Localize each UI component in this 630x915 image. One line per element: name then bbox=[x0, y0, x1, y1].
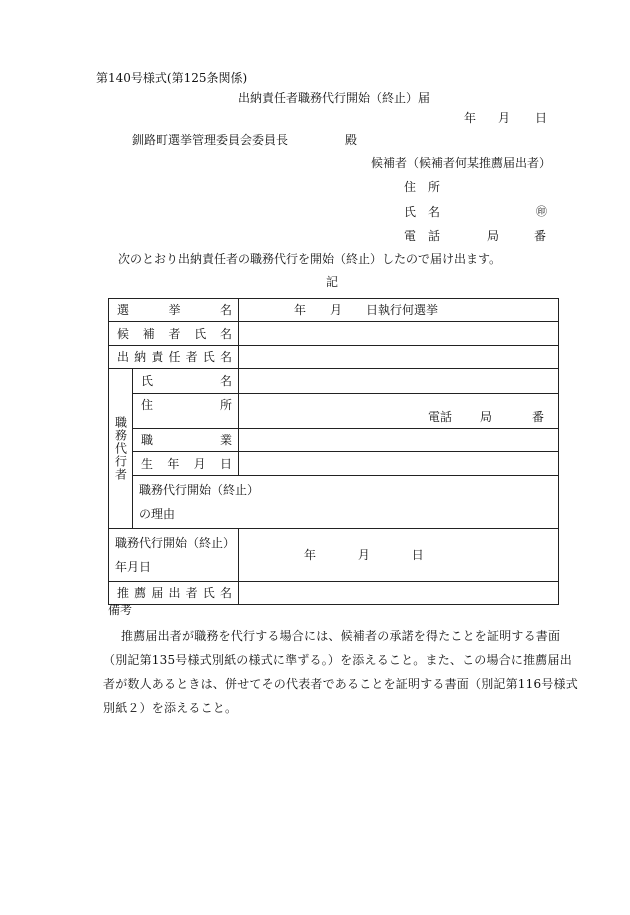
deputy-group-label: 職務代行者 bbox=[113, 416, 128, 481]
label-char: 名 bbox=[219, 350, 232, 364]
label-char: 候 bbox=[117, 326, 130, 341]
date-label-line2: 年月日 bbox=[115, 560, 152, 574]
label-char: 名 bbox=[219, 586, 232, 600]
name-label: 氏 名 bbox=[404, 205, 441, 219]
row-treasurer-name bbox=[109, 346, 559, 369]
row-reason bbox=[109, 476, 559, 529]
row-date bbox=[109, 529, 559, 582]
election-label-cell bbox=[109, 299, 239, 322]
label-char: 補 bbox=[142, 326, 155, 341]
row-deputy-name bbox=[109, 369, 559, 394]
deputy-address-label-cell bbox=[133, 394, 239, 429]
deputy-birth-value-cell[interactable] bbox=[239, 452, 559, 476]
recommender-name-label-cell bbox=[109, 582, 239, 605]
form-number: 第140号様式(第125条関係) bbox=[96, 71, 248, 85]
deputy-address-value-cell[interactable] bbox=[239, 394, 559, 429]
phone-label: 電 話 bbox=[404, 229, 441, 243]
label-char: 業 bbox=[220, 433, 233, 447]
label-char: 任 bbox=[168, 350, 181, 364]
date-day-label: 日 bbox=[535, 111, 548, 125]
deputy-bureau-label: 局 bbox=[479, 410, 492, 424]
label-char: 者 bbox=[185, 350, 198, 364]
deputy-phone-label: 電話 bbox=[427, 410, 452, 424]
label-char: 年 bbox=[167, 456, 180, 471]
label-char: 名 bbox=[220, 326, 233, 341]
row-deputy-address bbox=[109, 394, 559, 429]
date-value-cell[interactable] bbox=[239, 529, 559, 582]
seal-mark: ㊞ bbox=[536, 205, 547, 218]
date-year-label: 年 bbox=[464, 111, 477, 125]
label-char: 責 bbox=[151, 350, 164, 364]
label-char: 所 bbox=[220, 398, 233, 412]
reason-label-line1: 職務代行開始（終止） bbox=[139, 483, 260, 497]
label-char: 出 bbox=[117, 350, 130, 364]
notes-text: 推薦届出者が職務を代行する場合には、候補者の承諾を得たことを証明する書面（別記第135号様式別紙の様式に準ずる。）を添えること。また、この場合に推薦届出者が数人あるときは、併せてその代表者であることを証明する書面（別記第116号様式別紙２）を添えること。 bbox=[103, 629, 578, 715]
reason-label-line2: の理由 bbox=[139, 507, 176, 521]
election-label-char: 選 bbox=[117, 303, 130, 317]
label-char: 者 bbox=[168, 326, 181, 341]
applicant-label: 候補者（候補者何某推薦届出者） bbox=[371, 156, 552, 170]
recipient: 釧路町選挙管理委員会委員長 bbox=[132, 133, 289, 147]
body-text: 次のとおり出納責任者の職務代行を開始（終止）したので届け出ます。 bbox=[118, 252, 502, 266]
deputy-name-label-cell bbox=[133, 369, 239, 394]
label-char: 薦 bbox=[134, 586, 147, 600]
row-election bbox=[109, 299, 559, 322]
date-day-label: 日 bbox=[411, 548, 424, 562]
deputy-occupation-label-cell bbox=[133, 429, 239, 452]
date-year-label: 年 bbox=[304, 548, 317, 562]
ki-mark: 記 bbox=[326, 275, 339, 289]
candidate-name-label-cell bbox=[109, 322, 239, 346]
deputy-number-label: 番 bbox=[532, 410, 545, 424]
label-char: 名 bbox=[220, 374, 233, 388]
label-char: 氏 bbox=[202, 350, 215, 364]
label-char: 住 bbox=[141, 398, 154, 412]
date-label-cell bbox=[109, 529, 239, 582]
label-char: 職 bbox=[141, 433, 154, 447]
form-table bbox=[108, 298, 559, 605]
date-month-label: 月 bbox=[498, 111, 511, 125]
label-char: 氏 bbox=[194, 326, 207, 341]
date-month-label: 月 bbox=[357, 548, 370, 562]
date-label-line1: 職務代行開始（終止） bbox=[115, 536, 236, 550]
label-char: 届 bbox=[151, 586, 164, 600]
label-char: 生 bbox=[141, 456, 154, 471]
election-label-char: 名 bbox=[220, 303, 233, 317]
notes-text-block bbox=[103, 624, 581, 720]
deputy-birth-label-cell bbox=[133, 452, 239, 476]
reason-label-cell bbox=[133, 476, 559, 529]
label-char: 氏 bbox=[141, 374, 154, 388]
candidate-name-value-cell[interactable] bbox=[239, 322, 559, 346]
deputy-name-value-cell[interactable] bbox=[239, 369, 559, 394]
recommender-name-value-cell[interactable] bbox=[239, 582, 559, 605]
phone-bureau-label: 局 bbox=[487, 229, 500, 243]
election-label-char: 挙 bbox=[168, 303, 181, 317]
label-char: 日 bbox=[219, 456, 232, 471]
address-label: 住 所 bbox=[404, 180, 441, 194]
label-char: 出 bbox=[168, 586, 181, 600]
row-recommender-name bbox=[109, 582, 559, 605]
honorific: 殿 bbox=[345, 133, 358, 147]
label-char: 推 bbox=[117, 586, 130, 600]
phone-number-label: 番 bbox=[534, 229, 547, 243]
notes-heading: 備考 bbox=[108, 603, 133, 617]
label-char: 者 bbox=[185, 586, 198, 600]
row-candidate-name bbox=[109, 322, 559, 346]
row-deputy-birth bbox=[109, 452, 559, 476]
treasurer-name-value-cell[interactable] bbox=[239, 346, 559, 369]
label-char: 氏 bbox=[202, 586, 215, 600]
page-title: 出納責任者職務代行開始（終止）届 bbox=[238, 91, 431, 105]
label-char: 月 bbox=[193, 456, 206, 471]
deputy-group-cell bbox=[109, 369, 133, 529]
row-deputy-occupation bbox=[109, 429, 559, 452]
election-value-cell[interactable] bbox=[239, 299, 559, 322]
election-value: 年 月 日執行何選挙 bbox=[294, 303, 439, 317]
label-char: 納 bbox=[134, 350, 147, 364]
treasurer-name-label-cell bbox=[109, 346, 239, 369]
deputy-occupation-value-cell[interactable] bbox=[239, 429, 559, 452]
